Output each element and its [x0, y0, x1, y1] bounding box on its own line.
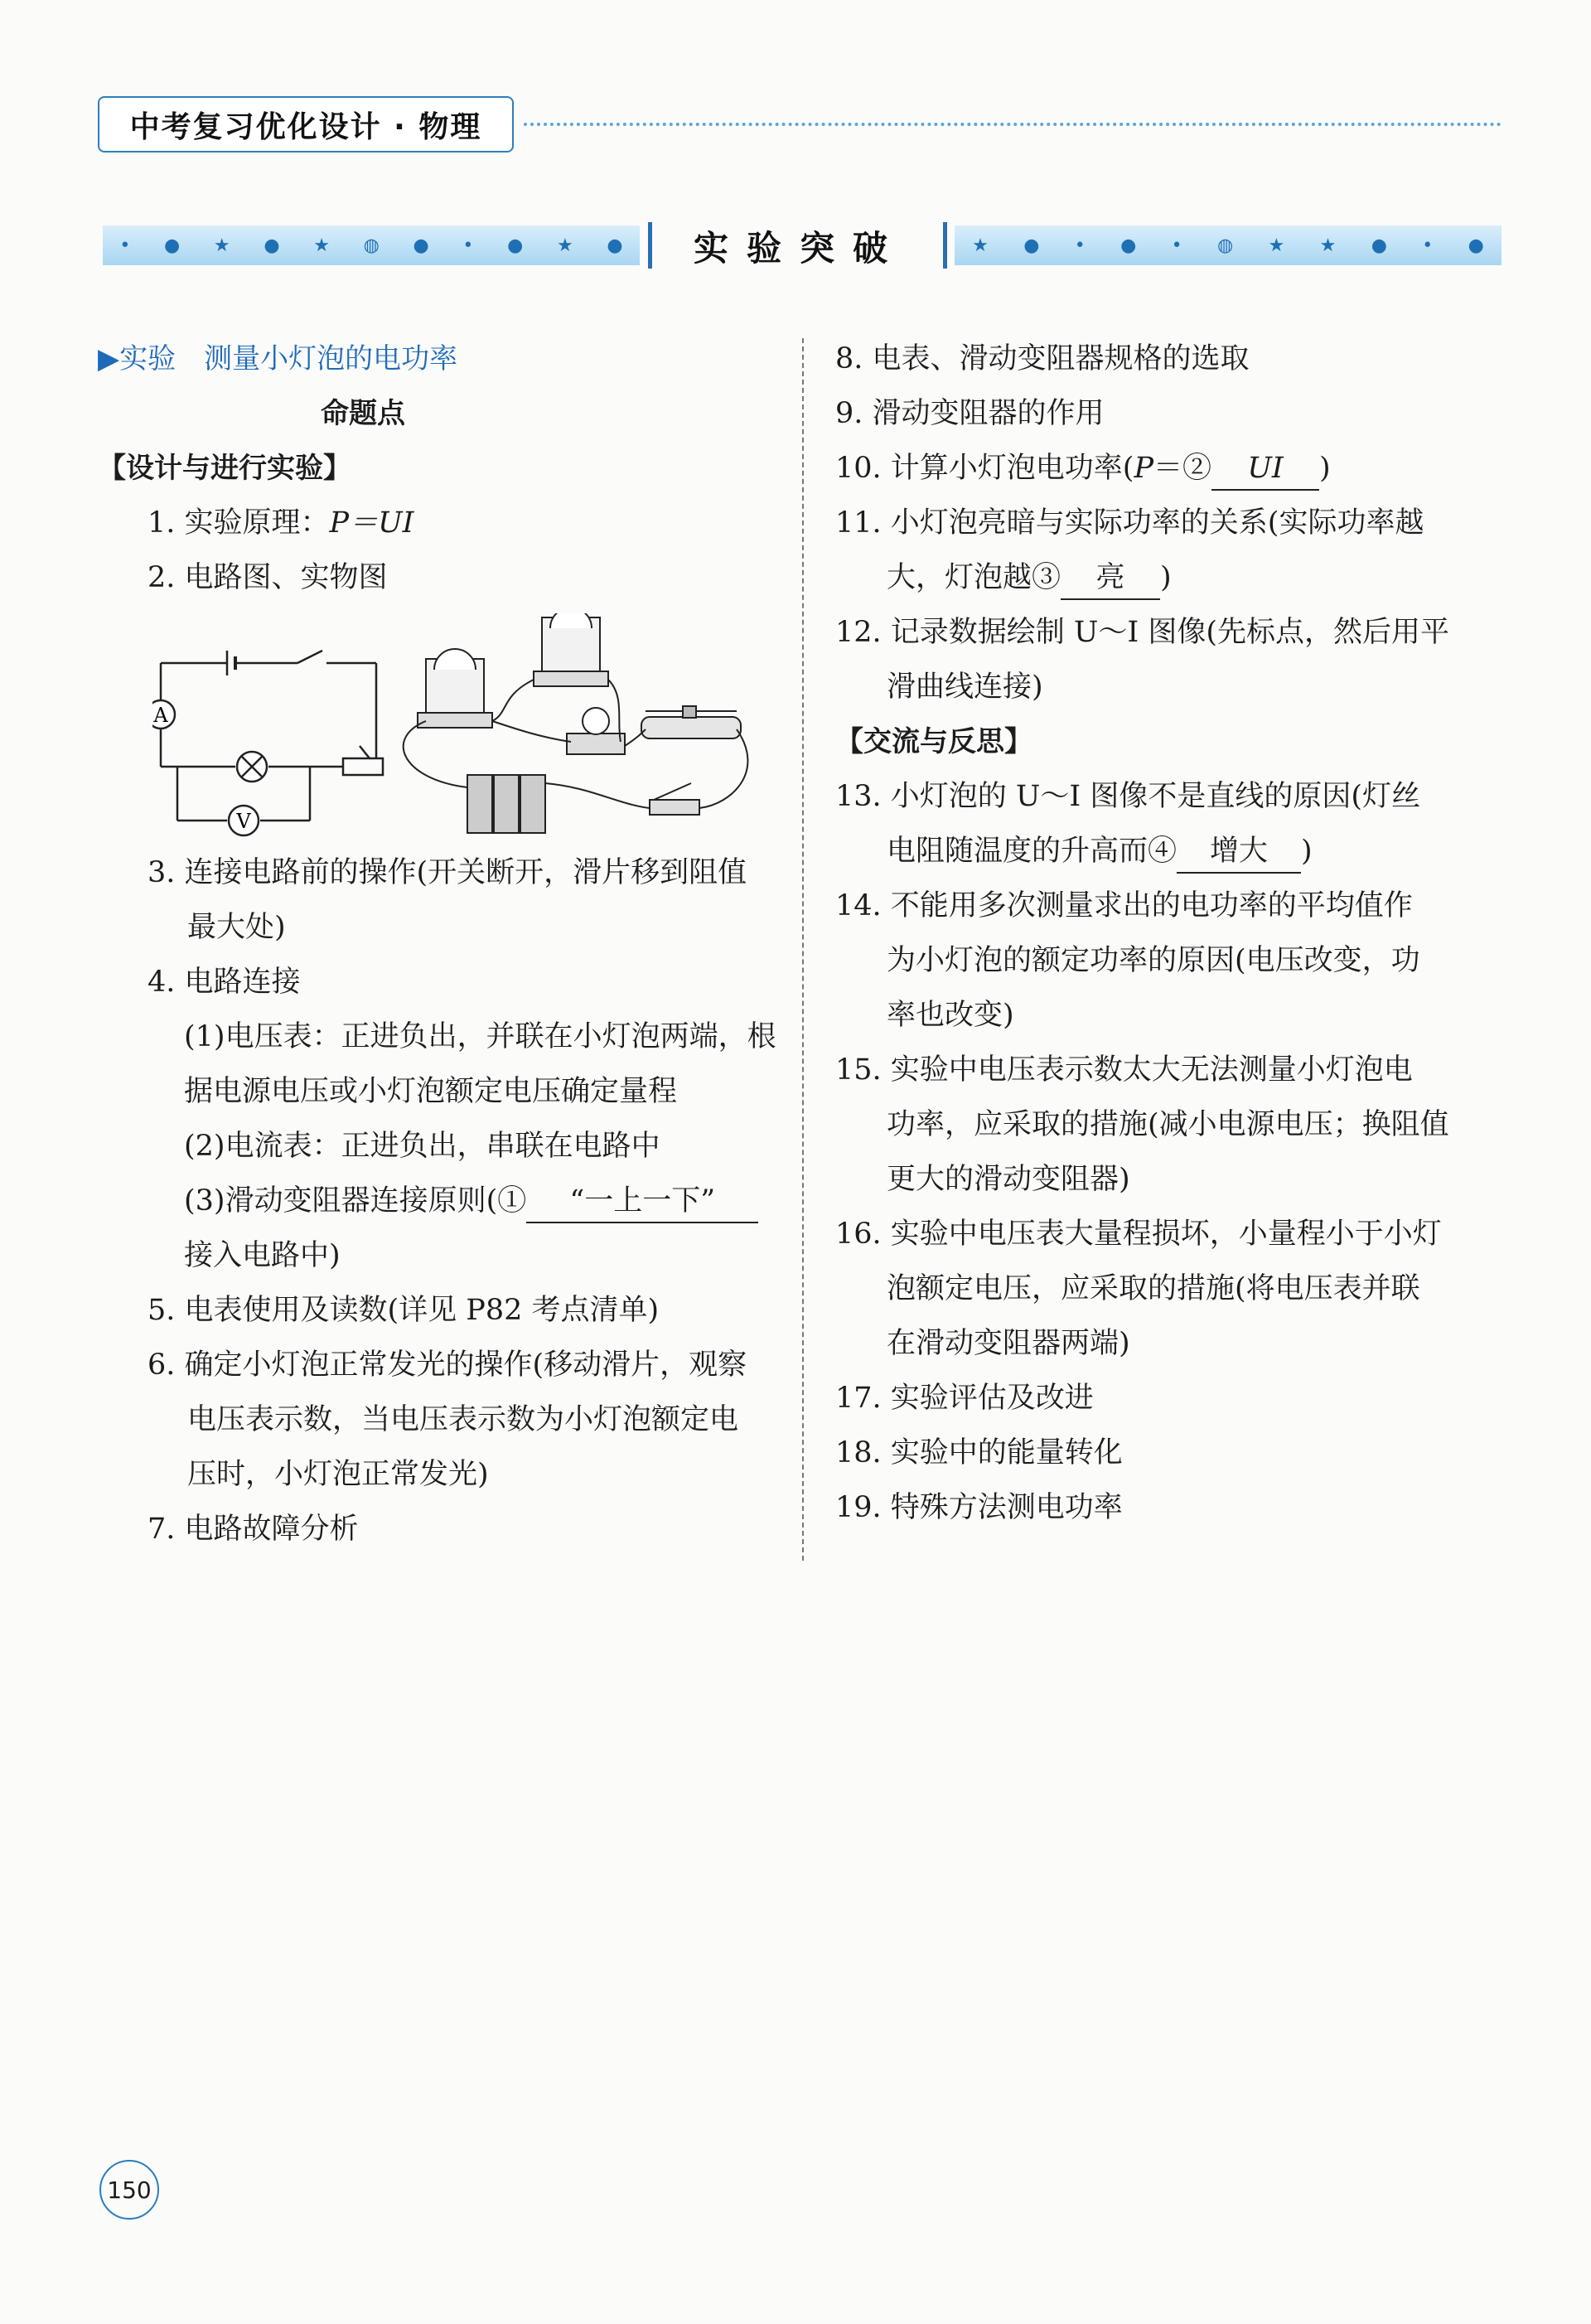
star-icon: ★: [972, 235, 989, 256]
text-line: 5. 电表使用及读数(详见 P82 考点清单): [147, 1294, 660, 1327]
text-line: 6. 确定小灯泡正常发光的操作(移动滑片，观察: [147, 1348, 747, 1382]
right-column: [835, 332, 1506, 1535]
text-line: 9. 滑动变阻器的作用: [835, 397, 1105, 430]
dot-icon: ●: [1468, 235, 1484, 256]
triangle-marker-icon: ▶: [98, 342, 120, 375]
text-line: 17. 实验评估及改进: [835, 1382, 1094, 1415]
banner-decoration-left: [103, 225, 640, 265]
experiment-title: ▶实验 测量小灯泡的电功率: [98, 342, 458, 375]
text-line: 在滑动变阻器两端): [887, 1327, 1130, 1360]
dot-icon: •: [1171, 235, 1182, 256]
dot-icon: •: [1074, 235, 1086, 256]
text-line: 滑曲线连接): [887, 671, 1043, 704]
text-line: (2)电流表：正进负出，串联在电路中: [184, 1130, 660, 1163]
dot-icon: ●: [413, 235, 429, 256]
text-line: 更大的滑动变阻器): [887, 1163, 1130, 1196]
circuit-diagram: [152, 613, 757, 845]
section-heading: 【交流与反思】: [835, 725, 1032, 758]
text-line: 4. 电路连接: [147, 966, 301, 999]
text-line: 最大处): [187, 911, 286, 944]
text-line: 功率，应采取的措施(减小电源电压；换阻值: [887, 1108, 1449, 1141]
text-line: 13. 小灯泡的 U～I 图像不是直线的原因(灯丝: [835, 780, 1421, 813]
answer-blank[interactable]: 亮: [1061, 557, 1160, 600]
text-line: 据电源电压或小灯泡额定电压确定量程: [184, 1075, 678, 1108]
text-line: 7. 电路故障分析: [147, 1513, 359, 1546]
text-line: (1)电压表：正进负出，并联在小灯泡两端，根: [184, 1020, 776, 1053]
star-icon: ★: [556, 235, 573, 256]
section-heading: 【设计与进行实验】: [98, 452, 351, 485]
text-line: 15. 实验中电压表示数太大无法测量小灯泡电: [835, 1053, 1413, 1087]
dot-icon: •: [462, 235, 474, 256]
text-line: 16. 实验中电压表大量程损坏，小量程小于小灯: [835, 1218, 1442, 1251]
dot-icon: ●: [507, 235, 524, 256]
answer-blank[interactable]: 增大: [1177, 830, 1301, 874]
text-line: 14. 不能用多次测量求出的电功率的平均值作: [835, 889, 1413, 922]
banner-bar: [943, 222, 947, 269]
text-line: 11. 小灯泡亮暗与实际功率的关系(实际功率越: [835, 506, 1424, 540]
text-line: 为小灯泡的额定功率的原因(电压改变，功: [887, 944, 1420, 977]
banner-bar: [648, 222, 652, 269]
dot-icon: ●: [1023, 235, 1040, 256]
text-line: 10. 计算小灯泡电功率(P＝② UI ): [835, 441, 1506, 496]
dot-icon: •: [119, 235, 131, 256]
text-line: 3. 连接电路前的操作(开关断开，滑片移到阻值: [147, 856, 747, 889]
text-line: 18. 实验中的能量转化: [835, 1436, 1123, 1469]
dot-icon: ●: [164, 235, 181, 256]
text-line: 12. 记录数据绘制 U～I 图像(先标点，然后用平: [835, 616, 1450, 649]
star-icon: ★: [1268, 235, 1285, 256]
star-icon: ★: [313, 235, 330, 256]
banner-title: 实验突破: [693, 228, 906, 269]
star-icon: ★: [1319, 235, 1337, 256]
dot-icon: •: [1422, 235, 1434, 256]
circuit-figure: [98, 605, 777, 845]
header-dotted-rule: [524, 123, 1502, 126]
left-column: [98, 332, 777, 1557]
text-line: 19. 特殊方法测电功率: [835, 1491, 1123, 1524]
text-line: 2. 电路图、实物图: [147, 561, 388, 594]
text-line: 8. 电表、滑动变阻器规格的选取: [835, 342, 1250, 375]
globe-icon: ◍: [1217, 235, 1234, 256]
book-title: 中考复习优化设计 · 物理: [98, 96, 514, 153]
page-number: 150: [99, 2160, 159, 2220]
dot-icon: ●: [264, 235, 280, 256]
text-line: 压时，小灯泡正常发光): [187, 1458, 489, 1491]
text-line: 大，灯泡越③ 亮 ): [835, 550, 1506, 605]
dot-icon: ●: [1120, 235, 1137, 256]
subhead: 命题点: [321, 397, 405, 430]
text-line: 1. 实验原理：P＝UI: [147, 506, 414, 540]
ammeter-label: A: [153, 704, 168, 727]
text-line: 接入电路中): [184, 1239, 341, 1272]
text-line: (3)滑动变阻器连接原则(① “一上一下”: [98, 1174, 777, 1228]
column-divider: [802, 338, 804, 1561]
answer-blank[interactable]: “一上一下”: [526, 1180, 758, 1223]
banner-decoration-right: [955, 225, 1502, 265]
text-line: 泡额定电压，应采取的措施(将电压表并联: [887, 1272, 1420, 1305]
voltmeter-label: V: [236, 810, 251, 833]
answer-blank[interactable]: UI: [1211, 448, 1319, 491]
dot-icon: ●: [607, 235, 623, 256]
text-line: 率也改变): [887, 999, 1014, 1032]
dot-icon: ●: [1371, 235, 1387, 256]
text-line: 电压表示数，当电压表示数为小灯泡额定电: [187, 1403, 739, 1436]
globe-icon: ◍: [363, 235, 380, 256]
text-line: 电阻随温度的升高而④ 增大 ): [835, 824, 1506, 879]
star-icon: ★: [213, 235, 230, 256]
